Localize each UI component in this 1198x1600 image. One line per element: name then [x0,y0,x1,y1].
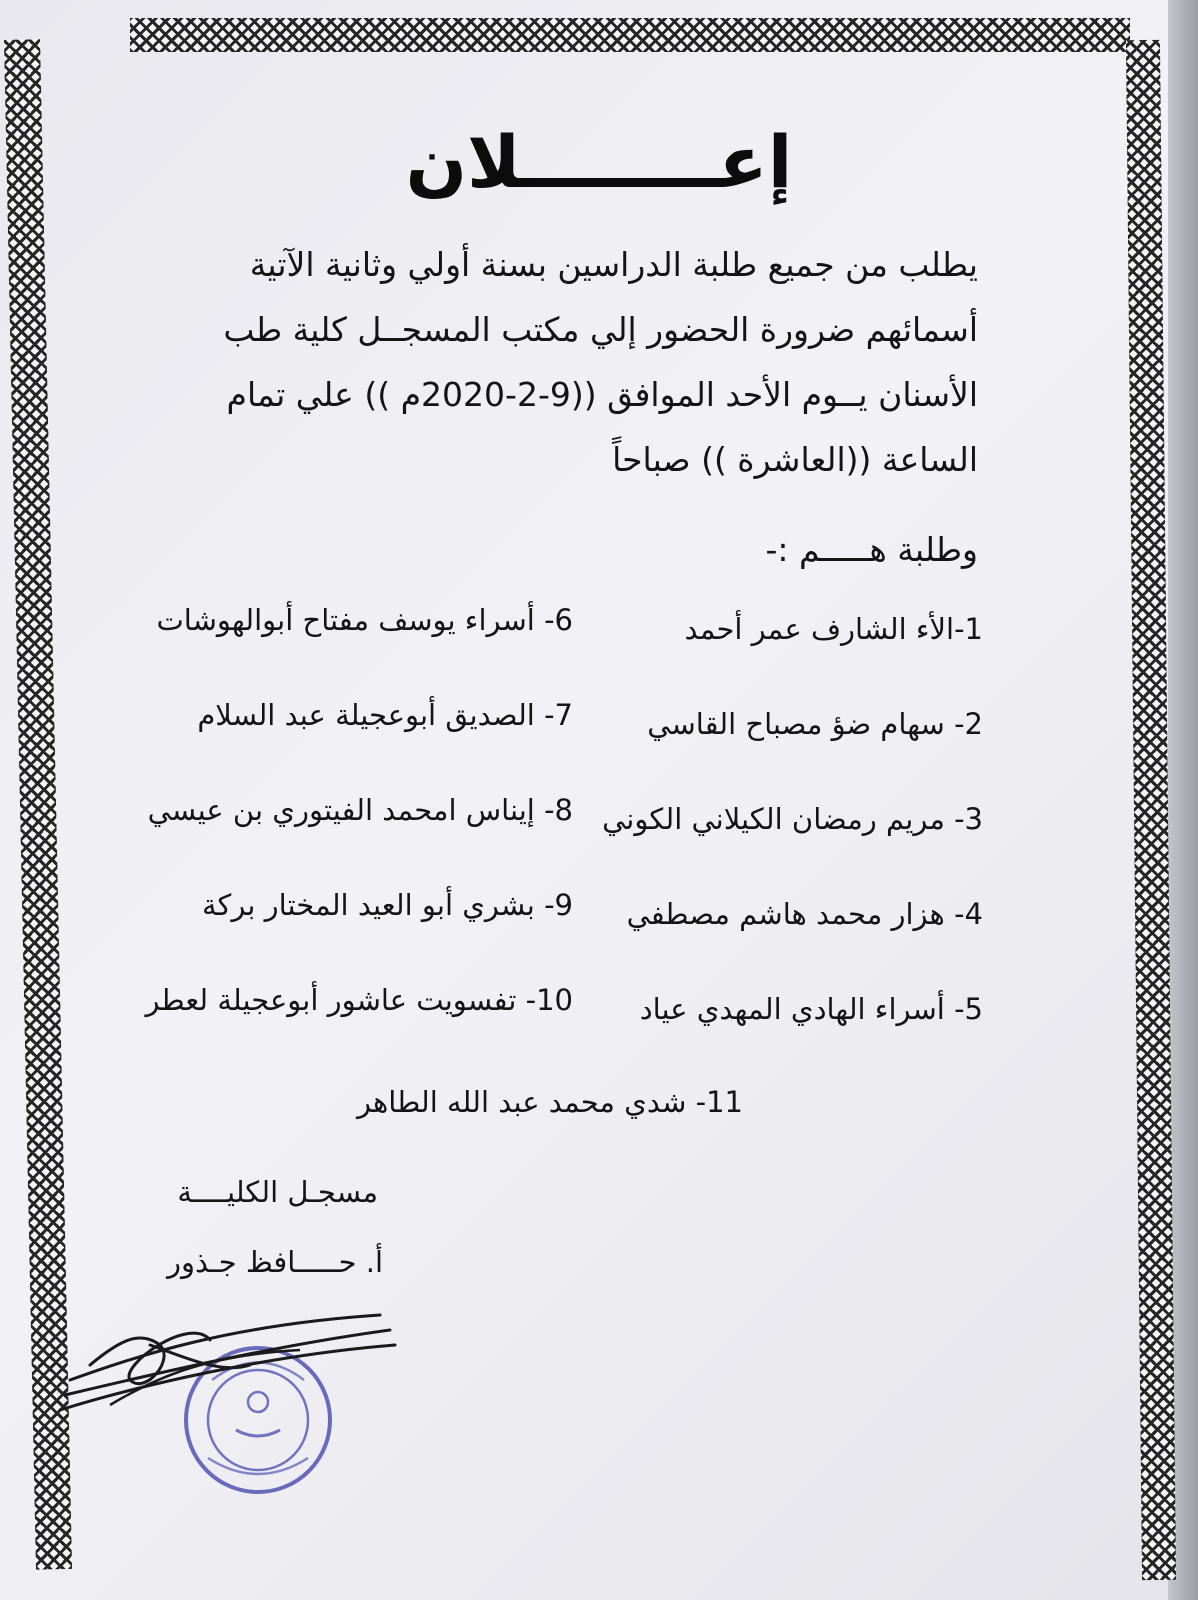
student-list-right [602,612,983,1087]
students-intro: وطلبة هـــــم :- [765,530,978,569]
student-list-left [145,603,573,1078]
body-line: أسمائهم ضرورة الحضور إلي مكتب المسجــل كلية طب [223,310,978,349]
student-item: 8- إيناس امحمد الفيتوري بن عيسي [147,793,573,827]
student-item: 6- أسراء يوسف مفتاح أبوالهوشات [156,603,573,637]
decorative-border-top [130,18,1130,52]
signature-scribble [50,1285,410,1455]
student-item: 10- تفسويت عاشور أبوعجيلة لعطر [145,983,573,1017]
registrar-role: مسجـل الكليــــة [177,1175,378,1209]
announcement-title: إعــــــــلان [405,120,793,204]
student-item: 11- شدي محمد عبد الله الطاهر [356,1085,743,1119]
student-item: 1-الأء الشارف عمر أحمد [684,612,983,646]
student-item: 2- سهام ضؤ مصباح القاسي [647,707,983,741]
announcement-body [223,232,978,492]
student-item: 4- هزار محمد هاشم مصطفي [626,897,983,931]
registrar-name: أ. حـــــافظ جـذور [167,1245,383,1279]
student-item: 7- الصديق أبوعجيلة عبد السلام [197,698,573,732]
body-line: يطلب من جميع طلبة الدراسين بسنة أولي وثانية الآتية [249,245,978,284]
student-item: 5- أسراء الهادي المهدي عياد [639,992,983,1026]
body-line: الأسنان يــوم الأحد الموافق ((9-2-2020م )) علي تمام [226,375,978,414]
body-line: الساعة ((العاشرة )) صباحاً [612,440,978,479]
student-item: 3- مريم رمضان الكيلاني الكوني [602,802,983,836]
student-item: 9- بشري أبو العيد المختار بركة [201,888,573,922]
